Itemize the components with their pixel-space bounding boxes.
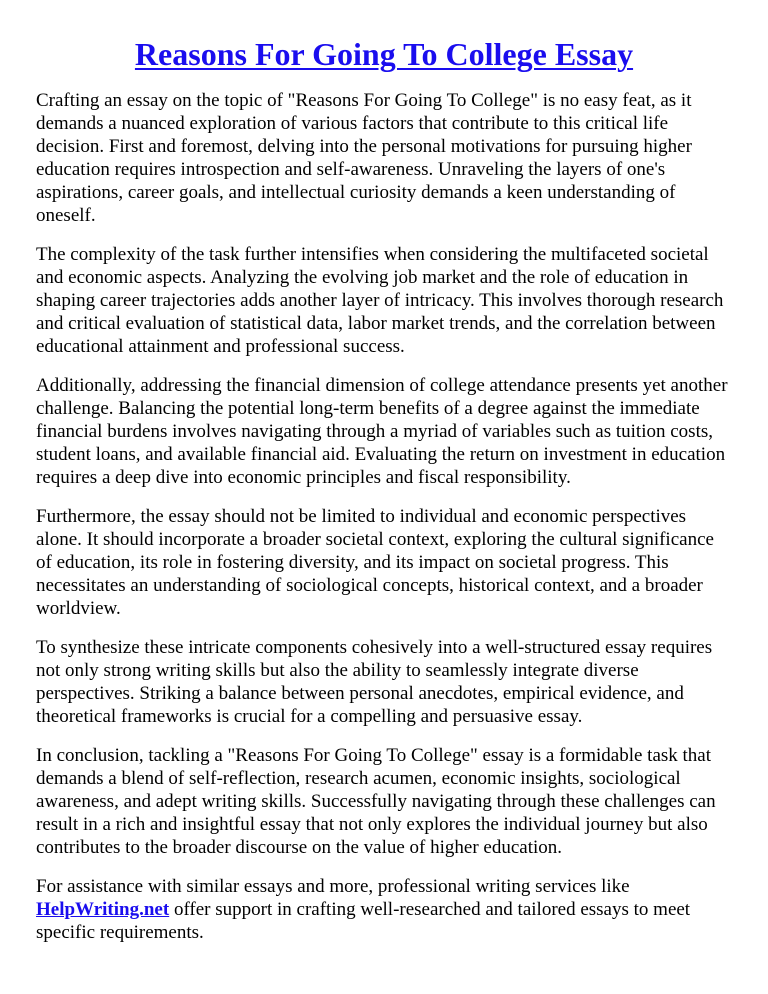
paragraph-complexity: The complexity of the task further intensifies when considering the multifaceted societal and economic aspects. Analyzing the evolving job market and the role of education in shaping career trajectories adds another layer of intricacy. This involves thorough research and critical evaluation of statistical data, labor market trends, and the correlation between educational attainment and professional success.: [36, 244, 724, 357]
paragraph-conclusion: In conclusion, tackling a "Reasons For Going To College" essay is a formidable task that demands a blend of self-reflection, research acumen, economic insights, sociological awareness, and adept writing skills. Successfully navigating through these challenges can result in a rich and insightful essay that not only explores the individual journey but also contributes to the broader discourse on the value of higher education.: [36, 745, 716, 858]
paragraph-financial: Additionally, addressing the financial dimension of college attendance presents yet another challenge. Balancing the potential long-term benefits of a degree against the immediate financial burdens involves navigating through a myriad of variables such as tuition costs, student loans, and available financial aid. Evaluating the return on investment in education requires a deep dive into economic principles and fiscal responsibility.: [36, 375, 728, 488]
closing-text-after: offer support in crafting well-researched and tailored essays to meet specific requirements.: [36, 899, 691, 943]
paragraph-closing: [36, 875, 732, 944]
page-title: [36, 0, 732, 74]
paragraph-synthesis: To synthesize these intricate components cohesively into a well-structured essay requires not only strong writing skills but also the ability to seamlessly integrate diverse perspectives. Striking a balance between personal anecdotes, empirical evidence, and theoretical frameworks is crucial for a compelling and persuasive essay.: [36, 637, 713, 727]
helpwriting-link[interactable]: HelpWriting.net: [36, 899, 170, 920]
essay-body: [36, 89, 732, 944]
closing-text-before: For assistance with similar essays and more, professional writing services like: [36, 876, 630, 897]
paragraph-intro: Crafting an essay on the topic of "Reasons For Going To College" is no easy feat, as it demands a nuanced exploration of various factors that contribute to this critical life decision. First and foremost, delving into the personal motivations for pursuing higher education requires introspection and self-awareness. Unraveling the layers of one's aspirations, career goals, and intellectual curiosity demands a keen understanding of oneself.: [36, 90, 692, 226]
title-link[interactable]: Reasons For Going To College Essay: [134, 36, 634, 72]
paragraph-societal: Furthermore, the essay should not be limited to individual and economic perspectives alone. It should incorporate a broader societal context, exploring the cultural significance of education, its role in fostering diversity, and its impact on societal progress. This necessitates an understanding of sociological concepts, historical context, and a broader worldview.: [36, 506, 714, 619]
